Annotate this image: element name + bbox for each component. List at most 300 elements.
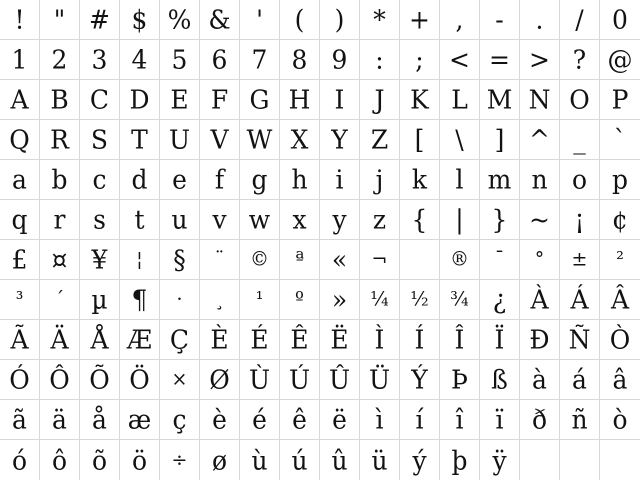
glyph-cell[interactable] [160,440,200,480]
glyph: ³ [15,287,24,311]
glyph-cell[interactable] [400,280,440,320]
glyph-cell[interactable] [360,40,400,80]
glyph-cell[interactable] [0,440,40,480]
glyph-cell[interactable] [520,80,560,120]
glyph-cell[interactable] [40,80,80,120]
glyph-cell[interactable] [240,120,280,160]
glyph: ê [292,404,307,435]
glyph-cell[interactable] [520,320,560,360]
glyph: K [410,84,429,115]
glyph-cell[interactable] [600,160,640,200]
glyph-cell[interactable] [200,280,240,320]
glyph-cell[interactable] [480,440,520,480]
glyph: Ú [288,364,311,395]
glyph-cell[interactable] [600,440,640,480]
glyph-cell[interactable] [600,0,640,40]
glyph-cell[interactable] [280,400,320,440]
glyph: . [535,4,544,35]
glyph-cell[interactable] [400,360,440,400]
glyph-cell[interactable] [400,240,440,280]
glyph-cell[interactable] [160,160,200,200]
glyph: ì [375,404,384,435]
glyph: R [50,124,69,155]
glyph: Q [9,124,30,155]
glyph-cell[interactable] [560,400,600,440]
glyph: ± [571,247,588,271]
glyph-cell[interactable] [0,80,40,120]
glyph-cell[interactable] [440,200,480,240]
glyph-cell[interactable] [320,360,360,400]
glyph: a [12,164,27,195]
glyph: ¡ [574,204,585,235]
glyph: í [415,404,424,435]
glyph-cell[interactable] [520,400,560,440]
glyph-cell[interactable] [80,40,120,80]
glyph-cell[interactable] [80,160,120,200]
glyph-cell[interactable] [400,200,440,240]
glyph-cell[interactable] [480,280,520,320]
glyph-cell[interactable] [480,0,520,40]
glyph: { [411,204,428,235]
glyph-cell[interactable] [600,200,640,240]
glyph-cell[interactable] [440,40,480,80]
glyph-cell[interactable] [240,0,280,40]
glyph-cell[interactable] [400,0,440,40]
glyph: ; [415,44,424,75]
glyph-cell[interactable] [40,120,80,160]
glyph-cell[interactable] [160,200,200,240]
glyph-cell[interactable] [360,200,400,240]
glyph-cell[interactable] [360,80,400,120]
glyph: i [335,164,344,195]
glyph: 2 [51,44,68,75]
glyph: 9 [331,44,348,75]
glyph-cell[interactable] [120,280,160,320]
glyph: g [251,164,268,195]
glyph: H [288,84,311,115]
glyph-cell[interactable] [160,80,200,120]
glyph-cell[interactable] [80,400,120,440]
glyph-cell[interactable] [440,400,480,440]
glyph: & [208,4,231,35]
glyph: ~ [529,204,550,235]
glyph: Õ [89,364,110,395]
glyph-cell[interactable] [360,0,400,40]
glyph-cell[interactable] [120,200,160,240]
glyph-cell[interactable] [160,0,200,40]
glyph-cell[interactable] [600,120,640,160]
glyph-cell[interactable] [480,320,520,360]
glyph: å [92,404,107,435]
glyph-cell[interactable] [0,200,40,240]
glyph-cell[interactable] [440,80,480,120]
glyph: p [611,164,628,195]
glyph-cell[interactable] [480,40,520,80]
glyph-cell[interactable] [0,0,40,40]
glyph: ´ [54,287,65,311]
glyph-cell[interactable] [560,200,600,240]
glyph-cell[interactable] [440,360,480,400]
glyph-cell[interactable] [240,320,280,360]
glyph-cell[interactable] [360,360,400,400]
glyph-cell[interactable] [280,240,320,280]
glyph: ô [51,444,68,476]
glyph: º [295,287,304,311]
glyph-cell[interactable] [600,400,640,440]
glyph-cell[interactable] [440,160,480,200]
glyph: n [531,164,548,195]
glyph: É [250,324,269,355]
glyph: Ê [290,324,309,355]
glyph-cell[interactable] [600,280,640,320]
glyph: ! [14,4,25,35]
glyph: t [134,204,145,235]
glyph: _ [573,124,586,155]
glyph-cell[interactable] [0,320,40,360]
glyph: è [212,404,227,435]
glyph-cell[interactable] [560,160,600,200]
glyph: ¶ [131,284,148,315]
glyph-cell[interactable] [560,360,600,400]
glyph: q [11,204,28,235]
glyph: Ñ [568,324,591,355]
glyph: Ò [609,324,631,355]
glyph-cell[interactable] [80,360,120,400]
glyph: ¥ [91,244,108,275]
glyph-cell[interactable] [240,440,280,480]
glyph-cell[interactable] [240,280,280,320]
glyph: N [528,84,551,115]
glyph: ø [211,444,228,476]
glyph-cell[interactable] [560,320,600,360]
glyph-cell[interactable] [440,240,480,280]
glyph-cell[interactable] [120,400,160,440]
glyph-cell[interactable] [280,440,320,480]
glyph-cell[interactable] [320,160,360,200]
glyph: , [455,4,464,35]
glyph-cell[interactable] [0,160,40,200]
glyph: Ã [10,324,29,355]
glyph-cell[interactable] [520,0,560,40]
glyph-cell[interactable] [480,200,520,240]
glyph: 7 [251,44,268,75]
glyph-cell[interactable] [0,280,40,320]
glyph-cell[interactable] [360,440,400,480]
glyph-cell[interactable] [160,240,200,280]
glyph-cell[interactable] [320,40,360,80]
glyph-cell[interactable] [0,240,40,280]
glyph-cell[interactable] [160,400,200,440]
glyph-cell[interactable] [320,280,360,320]
glyph-cell[interactable] [480,80,520,120]
glyph-cell[interactable] [40,400,80,440]
glyph-cell[interactable] [600,320,640,360]
glyph-cell[interactable] [560,80,600,120]
glyph-cell[interactable] [280,320,320,360]
glyph: M [486,84,513,115]
glyph-cell[interactable] [320,80,360,120]
glyph: " [53,4,66,35]
glyph-cell[interactable] [280,80,320,120]
glyph-cell[interactable] [120,240,160,280]
glyph-cell[interactable] [40,320,80,360]
glyph [417,252,422,268]
glyph: Â [610,284,630,315]
glyph-cell[interactable] [280,160,320,200]
glyph-cell[interactable] [360,320,400,360]
glyph-cell[interactable] [560,40,600,80]
glyph-cell[interactable] [360,280,400,320]
glyph: È [210,324,229,355]
glyph-cell[interactable] [0,360,40,400]
glyph-cell[interactable] [80,280,120,320]
glyph-cell[interactable] [600,240,640,280]
glyph-cell[interactable] [280,200,320,240]
glyph: V [210,124,229,155]
glyph-cell[interactable] [280,360,320,400]
glyph: | [455,204,464,235]
glyph-cell[interactable] [400,120,440,160]
glyph: ÿ [492,444,507,476]
glyph-cell[interactable] [40,360,80,400]
glyph-cell[interactable] [320,400,360,440]
glyph-cell[interactable] [280,280,320,320]
glyph-cell[interactable] [240,160,280,200]
glyph-cell[interactable] [80,320,120,360]
glyph-cell[interactable] [280,0,320,40]
glyph-cell[interactable] [520,40,560,80]
glyph: m [487,164,512,195]
glyph-cell[interactable] [320,240,360,280]
glyph-cell[interactable] [40,440,80,480]
glyph-cell[interactable] [440,0,480,40]
glyph: 5 [171,44,188,75]
glyph: £ [11,244,28,275]
glyph-cell[interactable] [120,160,160,200]
glyph-cell[interactable] [0,40,40,80]
glyph-cell[interactable] [400,160,440,200]
glyph: U [168,124,191,155]
glyph-cell[interactable] [120,80,160,120]
glyph: á [572,364,587,395]
glyph-cell[interactable] [40,280,80,320]
glyph-cell[interactable] [0,400,40,440]
glyph: ð [531,404,548,435]
glyph-cell[interactable] [560,0,600,40]
glyph: k [411,164,428,195]
glyph-cell[interactable] [80,240,120,280]
glyph-cell[interactable] [560,240,600,280]
glyph: T [131,124,148,155]
glyph: 0 [612,4,628,35]
glyph-cell[interactable] [320,200,360,240]
glyph-cell[interactable] [520,280,560,320]
glyph-cell[interactable] [400,80,440,120]
glyph-cell[interactable] [360,240,400,280]
glyph: ä [52,404,67,435]
glyph: ¸ [214,287,225,311]
glyph-cell[interactable] [240,360,280,400]
glyph-cell[interactable] [520,120,560,160]
glyph: c [92,164,107,195]
glyph: ü [371,444,388,476]
glyph-cell[interactable] [80,0,120,40]
glyph: e [172,164,187,195]
glyph: ^ [529,124,550,155]
glyph-cell[interactable] [600,80,640,120]
glyph-cell[interactable] [320,120,360,160]
glyph-cell[interactable] [200,200,240,240]
glyph-cell[interactable] [360,160,400,200]
glyph-cell[interactable] [200,320,240,360]
glyph-cell[interactable] [200,0,240,40]
glyph-cell[interactable] [400,320,440,360]
glyph-cell[interactable] [560,440,600,480]
glyph-cell[interactable] [600,360,640,400]
glyph: * [373,4,386,35]
glyph-cell[interactable] [240,40,280,80]
glyph: ö [131,444,148,476]
glyph: ¾ [450,287,469,311]
glyph: s [93,204,106,235]
glyph-cell[interactable] [40,240,80,280]
glyph-cell[interactable] [160,40,200,80]
glyph-cell[interactable] [120,0,160,40]
glyph: C [89,84,110,115]
glyph-cell[interactable] [160,120,200,160]
glyph-cell[interactable] [400,440,440,480]
glyph: õ [91,444,108,476]
glyph: Ø [209,364,230,395]
glyph-cell[interactable] [280,120,320,160]
glyph-cell[interactable] [520,160,560,200]
glyph: 3 [91,44,108,75]
glyph: Ó [9,364,30,395]
glyph-cell[interactable] [280,40,320,80]
glyph-cell[interactable] [480,240,520,280]
glyph: ] [494,124,505,155]
glyph-cell[interactable] [200,240,240,280]
glyph: ¤ [51,244,68,275]
glyph-cell[interactable] [320,440,360,480]
glyph-cell[interactable] [240,400,280,440]
glyph-cell[interactable] [40,0,80,40]
glyph: ó [11,444,28,476]
glyph-cell[interactable] [160,280,200,320]
glyph-cell[interactable] [200,120,240,160]
glyph-cell[interactable] [400,40,440,80]
glyph-cell[interactable] [120,320,160,360]
glyph: J [374,84,385,115]
glyph-cell[interactable] [80,200,120,240]
glyph-cell[interactable] [480,360,520,400]
glyph-cell[interactable] [360,400,400,440]
glyph-cell[interactable] [120,120,160,160]
glyph: Z [370,124,389,155]
glyph-cell[interactable] [240,240,280,280]
glyph: ã [12,404,27,435]
glyph: × [171,367,188,391]
glyph-cell[interactable] [240,200,280,240]
glyph-cell[interactable] [600,40,640,80]
glyph: à [532,364,547,395]
glyph-cell[interactable] [160,360,200,400]
glyph: â [612,364,628,395]
glyph: ª [294,247,305,271]
glyph-cell[interactable] [40,40,80,80]
glyph-cell[interactable] [80,80,120,120]
glyph-cell[interactable] [440,440,480,480]
glyph: y [332,204,347,235]
glyph-cell[interactable] [80,440,120,480]
glyph-cell[interactable] [480,160,520,200]
glyph: ? [572,44,587,75]
glyph: Å [90,324,109,355]
glyph-cell[interactable] [160,320,200,360]
glyph: } [491,204,508,235]
glyph-cell[interactable] [0,120,40,160]
glyph: v [212,204,227,235]
glyph-cell[interactable] [80,120,120,160]
glyph-cell[interactable] [440,280,480,320]
glyph-cell[interactable] [200,360,240,400]
glyph-cell[interactable] [120,360,160,400]
glyph: Î [454,324,465,355]
glyph-cell[interactable] [560,120,600,160]
glyph: W [246,124,273,155]
glyph-cell[interactable] [520,240,560,280]
glyph: ¬ [371,247,388,271]
glyph-cell[interactable] [120,40,160,80]
glyph-cell[interactable] [40,200,80,240]
glyph: - [495,4,504,35]
glyph-cell[interactable] [200,40,240,80]
glyph: ¼ [370,287,389,311]
glyph: Ü [368,364,391,395]
glyph-cell[interactable] [480,400,520,440]
glyph-cell[interactable] [200,160,240,200]
glyph: · [176,287,183,311]
glyph: Ç [169,324,190,355]
glyph-cell[interactable] [520,200,560,240]
glyph-cell[interactable] [520,360,560,400]
glyph-cell[interactable] [120,440,160,480]
glyph: ( [294,4,305,35]
glyph-cell[interactable] [440,120,480,160]
glyph-cell[interactable] [200,80,240,120]
glyph-cell[interactable] [200,400,240,440]
glyph-cell[interactable] [360,120,400,160]
glyph: î [455,404,464,435]
glyph: À [530,284,549,315]
glyph-cell[interactable] [400,400,440,440]
glyph: P [611,84,629,115]
glyph-cell[interactable] [520,440,560,480]
glyph-cell[interactable] [240,80,280,120]
glyph: ñ [571,404,588,435]
glyph: = [489,44,510,75]
glyph-cell[interactable] [560,280,600,320]
glyph: \ [455,124,464,155]
glyph-cell[interactable] [200,440,240,480]
glyph: / [575,4,584,35]
glyph-cell[interactable] [440,320,480,360]
glyph-cell[interactable] [480,120,520,160]
glyph: ß [491,364,508,395]
glyph-cell[interactable] [40,160,80,200]
glyph-cell[interactable] [320,320,360,360]
glyph-cell[interactable] [320,0,360,40]
